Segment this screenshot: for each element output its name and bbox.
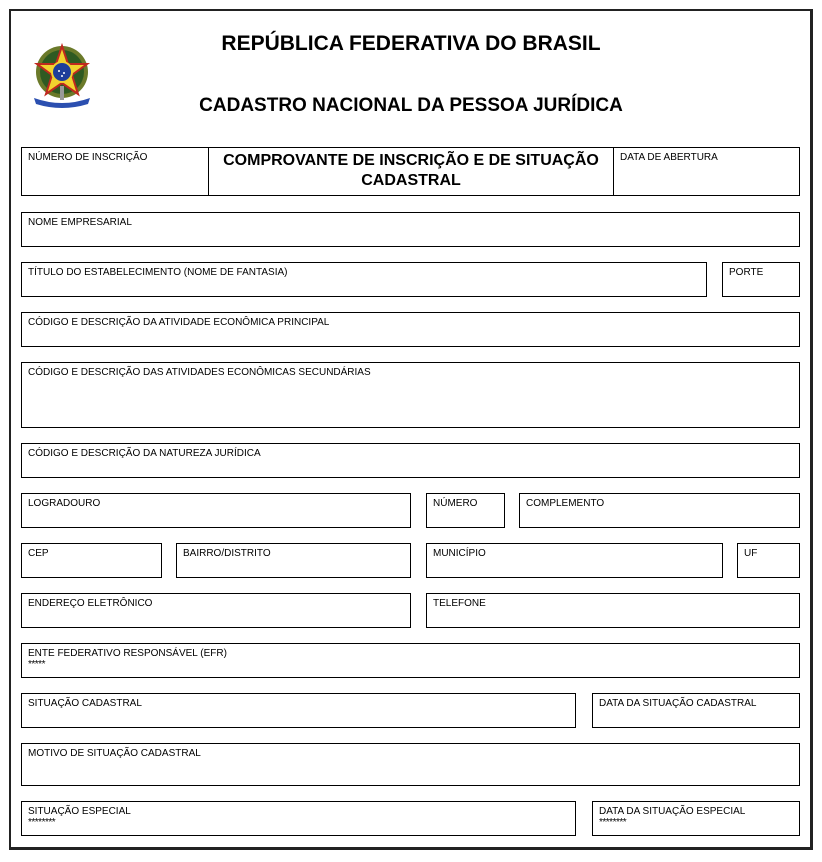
uf-label: UF (744, 548, 758, 559)
natureza-juridica-box (21, 443, 800, 478)
situacao-cadastral-label: SITUAÇÃO CADASTRAL (28, 698, 142, 709)
data-abertura-label: DATA DE ABERTURA (620, 152, 718, 163)
cep-box (21, 543, 162, 578)
situacao-especial-box (21, 801, 576, 836)
atividades-secundarias-box (21, 362, 800, 428)
telefone-box (426, 593, 800, 628)
efr-label: ENTE FEDERATIVO RESPONSÁVEL (EFR) (28, 648, 227, 659)
natureza-juridica-label: CÓDIGO E DESCRIÇÃO DA NATUREZA JURÍDICA (28, 448, 261, 459)
endereco-eletronico-label: ENDEREÇO ELETRÔNICO (28, 598, 153, 609)
registry-title: CADASTRO NACIONAL DA PESSOA JURÍDICA (199, 95, 623, 116)
porte-box (722, 262, 800, 297)
data-situacao-especial-label: DATA DA SITUAÇÃO ESPECIAL (599, 806, 746, 817)
atividades-secundarias-label: CÓDIGO E DESCRIÇÃO DAS ATIVIDADES ECONÔMICAS SECUNDÁRIAS (28, 367, 371, 378)
data-situacao-cadastral-label: DATA DA SITUAÇÃO CADASTRAL (599, 698, 757, 709)
situacao-especial-label: SITUAÇÃO ESPECIAL (28, 806, 131, 817)
porte-label: PORTE (729, 267, 764, 278)
document-title: COMPROVANTE DE INSCRIÇÃO E DE SITUAÇÃO CADASTRAL (208, 147, 614, 196)
numero-label: NÚMERO (433, 498, 478, 509)
bairro-label: BAIRRO/DISTRITO (183, 548, 271, 559)
efr-value: ***** (28, 659, 45, 670)
efr-box (21, 643, 800, 678)
motivo-situacao-box (21, 743, 800, 786)
country-title: REPÚBLICA FEDERATIVA DO BRASIL (221, 32, 601, 55)
nome-empresarial-box (21, 212, 800, 247)
titulo-estabelecimento-box (21, 262, 707, 297)
data-situacao-especial-box (592, 801, 800, 836)
telefone-label: TELEFONE (433, 598, 486, 609)
municipio-box (426, 543, 723, 578)
atividade-principal-label: CÓDIGO E DESCRIÇÃO DA ATIVIDADE ECONÔMICA PRINCIPAL (28, 317, 330, 328)
numero-inscricao-label: NÚMERO DE INSCRIÇÃO (28, 152, 148, 163)
data-situacao-cadastral-box (592, 693, 800, 728)
titulo-estabelecimento-label: TÍTULO DO ESTABELECIMENTO (NOME DE FANTASIA) (28, 267, 288, 278)
atividade-principal-box (21, 312, 800, 347)
municipio-label: MUNICÍPIO (433, 548, 486, 559)
logradouro-box (21, 493, 411, 528)
numero-box (426, 493, 505, 528)
uf-box (737, 543, 800, 578)
bairro-box (176, 543, 411, 578)
situacao-especial-value: ******** (28, 817, 56, 828)
cep-label: CEP (28, 548, 49, 559)
endereco-eletronico-box (21, 593, 411, 628)
complemento-box (519, 493, 800, 528)
data-situacao-especial-value: ******** (599, 817, 627, 828)
logradouro-label: LOGRADOURO (28, 498, 101, 509)
motivo-situacao-label: MOTIVO DE SITUAÇÃO CADASTRAL (28, 748, 201, 759)
numero-inscricao-box (21, 147, 209, 196)
situacao-cadastral-box (21, 693, 576, 728)
data-abertura-box (613, 147, 800, 196)
complemento-label: COMPLEMENTO (526, 498, 605, 509)
nome-empresarial-label: NOME EMPRESARIAL (28, 217, 132, 228)
